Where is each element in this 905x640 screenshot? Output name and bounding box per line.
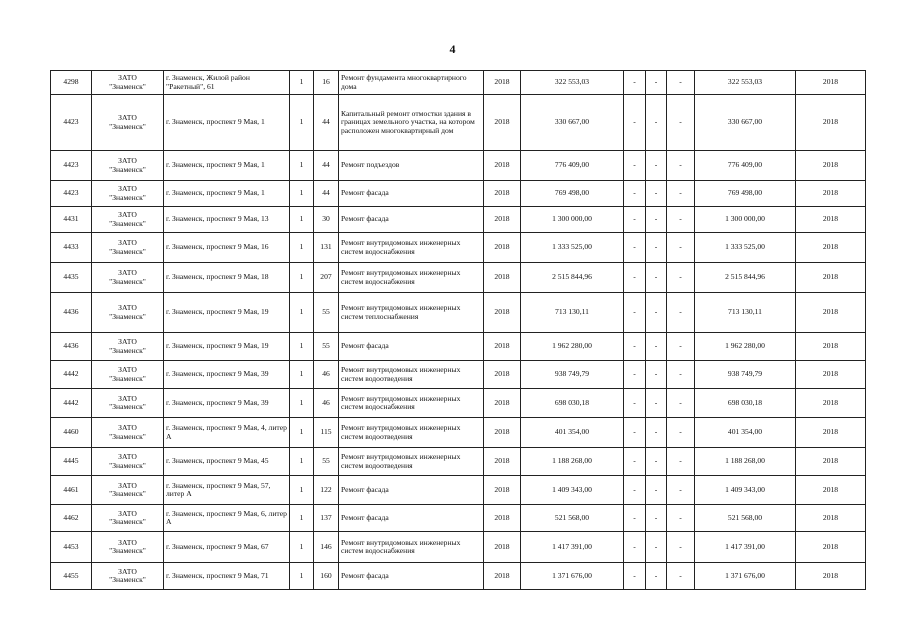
cost-cell: 401 354,00 xyxy=(521,418,624,448)
municipality-cell: ЗАТО "Знаменск" xyxy=(92,361,164,389)
total-cost-cell: 2 515 844,96 xyxy=(695,263,796,293)
dash-cell: - xyxy=(624,532,646,563)
count-cell: 1 xyxy=(290,95,314,151)
completion-year-cell: 2018 xyxy=(796,418,866,448)
completion-year-cell: 2018 xyxy=(796,448,866,476)
dash-cell: - xyxy=(667,151,695,181)
address-cell: г. Знаменск, проспект 9 Мая, 6, литер А xyxy=(164,505,290,532)
table-body xyxy=(51,71,866,590)
apartments-cell: 55 xyxy=(314,333,339,361)
completion-year-cell: 2018 xyxy=(796,207,866,233)
work-type-cell: Ремонт фасада xyxy=(339,333,484,361)
count-cell: 1 xyxy=(290,333,314,361)
row-id-cell: 4453 xyxy=(51,532,92,563)
dash-cell: - xyxy=(646,181,667,207)
work-type-cell: Ремонт внутридомовых инженерных систем водоснабжения xyxy=(339,233,484,263)
row-id-cell: 4442 xyxy=(51,361,92,389)
count-cell: 1 xyxy=(290,361,314,389)
municipality-cell: ЗАТО "Знаменск" xyxy=(92,263,164,293)
count-cell: 1 xyxy=(290,563,314,590)
completion-year-cell: 2018 xyxy=(796,505,866,532)
completion-year-cell: 2018 xyxy=(796,181,866,207)
municipality-cell: ЗАТО "Знаменск" xyxy=(92,293,164,333)
address-cell: г. Знаменск, проспект 9 Мая, 4, литер А xyxy=(164,418,290,448)
dash-cell: - xyxy=(646,532,667,563)
count-cell: 1 xyxy=(290,532,314,563)
municipality-cell: ЗАТО "Знаменск" xyxy=(92,448,164,476)
cost-cell: 1 333 525,00 xyxy=(521,233,624,263)
dash-cell: - xyxy=(667,418,695,448)
address-cell: г. Знаменск, проспект 9 Мая, 1 xyxy=(164,181,290,207)
year-cell: 2018 xyxy=(484,532,521,563)
completion-year-cell: 2018 xyxy=(796,263,866,293)
table-row xyxy=(51,418,866,448)
dash-cell: - xyxy=(624,389,646,418)
count-cell: 1 xyxy=(290,505,314,532)
apartments-cell: 44 xyxy=(314,95,339,151)
row-id-cell: 4462 xyxy=(51,505,92,532)
year-cell: 2018 xyxy=(484,233,521,263)
dash-cell: - xyxy=(646,361,667,389)
cost-cell: 713 130,11 xyxy=(521,293,624,333)
total-cost-cell: 1 333 525,00 xyxy=(695,233,796,263)
table-row xyxy=(51,333,866,361)
row-id-cell: 4436 xyxy=(51,293,92,333)
table-row xyxy=(51,505,866,532)
dash-cell: - xyxy=(646,563,667,590)
apartments-cell: 16 xyxy=(314,71,339,95)
year-cell: 2018 xyxy=(484,181,521,207)
work-type-cell: Ремонт подъездов xyxy=(339,151,484,181)
dash-cell: - xyxy=(646,71,667,95)
count-cell: 1 xyxy=(290,207,314,233)
address-cell: г. Знаменск, проспект 9 Мая, 45 xyxy=(164,448,290,476)
municipality-cell: ЗАТО "Знаменск" xyxy=(92,563,164,590)
table-row xyxy=(51,532,866,563)
address-cell: г. Знаменск, проспект 9 Мая, 39 xyxy=(164,389,290,418)
row-id-cell: 4455 xyxy=(51,563,92,590)
dash-cell: - xyxy=(646,151,667,181)
cost-cell: 698 030,18 xyxy=(521,389,624,418)
row-id-cell: 4460 xyxy=(51,418,92,448)
dash-cell: - xyxy=(624,151,646,181)
address-cell: г. Знаменск, проспект 9 Мая, 71 xyxy=(164,563,290,590)
work-type-cell: Ремонт фундамента многоквартирного дома xyxy=(339,71,484,95)
work-type-cell: Ремонт фасада xyxy=(339,476,484,505)
dash-cell: - xyxy=(667,563,695,590)
completion-year-cell: 2018 xyxy=(796,532,866,563)
year-cell: 2018 xyxy=(484,389,521,418)
table-row xyxy=(51,293,866,333)
year-cell: 2018 xyxy=(484,71,521,95)
work-type-cell: Ремонт фасада xyxy=(339,181,484,207)
year-cell: 2018 xyxy=(484,448,521,476)
year-cell: 2018 xyxy=(484,293,521,333)
dash-cell: - xyxy=(624,233,646,263)
dash-cell: - xyxy=(667,505,695,532)
year-cell: 2018 xyxy=(484,505,521,532)
row-id-cell: 4423 xyxy=(51,95,92,151)
total-cost-cell: 1 417 391,00 xyxy=(695,532,796,563)
dash-cell: - xyxy=(646,505,667,532)
dash-cell: - xyxy=(646,95,667,151)
work-type-cell: Ремонт внутридомовых инженерных систем водоснабжения xyxy=(339,532,484,563)
dash-cell: - xyxy=(667,361,695,389)
dash-cell: - xyxy=(624,95,646,151)
dash-cell: - xyxy=(624,361,646,389)
repair-register-table xyxy=(50,70,866,590)
work-type-cell: Капитальный ремонт отмостки здания в границах земельного участка, на котором расположен многоквартирный дом xyxy=(339,95,484,151)
apartments-cell: 46 xyxy=(314,361,339,389)
total-cost-cell: 1 300 000,00 xyxy=(695,207,796,233)
count-cell: 1 xyxy=(290,476,314,505)
dash-cell: - xyxy=(624,181,646,207)
completion-year-cell: 2018 xyxy=(796,361,866,389)
year-cell: 2018 xyxy=(484,207,521,233)
year-cell: 2018 xyxy=(484,476,521,505)
total-cost-cell: 938 749,79 xyxy=(695,361,796,389)
total-cost-cell: 1 962 280,00 xyxy=(695,333,796,361)
count-cell: 1 xyxy=(290,181,314,207)
table-row xyxy=(51,71,866,95)
year-cell: 2018 xyxy=(484,361,521,389)
cost-cell: 1 409 343,00 xyxy=(521,476,624,505)
dash-cell: - xyxy=(667,448,695,476)
dash-cell: - xyxy=(667,95,695,151)
address-cell: г. Знаменск, проспект 9 Мая, 57, литер А xyxy=(164,476,290,505)
apartments-cell: 30 xyxy=(314,207,339,233)
count-cell: 1 xyxy=(290,448,314,476)
municipality-cell: ЗАТО "Знаменск" xyxy=(92,505,164,532)
address-cell: г. Знаменск, проспект 9 Мая, 39 xyxy=(164,361,290,389)
dash-cell: - xyxy=(646,389,667,418)
table-row xyxy=(51,389,866,418)
completion-year-cell: 2018 xyxy=(796,95,866,151)
municipality-cell: ЗАТО "Знаменск" xyxy=(92,476,164,505)
dash-cell: - xyxy=(624,448,646,476)
cost-cell: 1 962 280,00 xyxy=(521,333,624,361)
apartments-cell: 115 xyxy=(314,418,339,448)
dash-cell: - xyxy=(646,448,667,476)
count-cell: 1 xyxy=(290,151,314,181)
count-cell: 1 xyxy=(290,293,314,333)
apartments-cell: 137 xyxy=(314,505,339,532)
apartments-cell: 122 xyxy=(314,476,339,505)
cost-cell: 776 409,00 xyxy=(521,151,624,181)
dash-cell: - xyxy=(646,476,667,505)
table-row xyxy=(51,207,866,233)
dash-cell: - xyxy=(646,293,667,333)
total-cost-cell: 1 371 676,00 xyxy=(695,563,796,590)
table-row xyxy=(51,361,866,389)
total-cost-cell: 769 498,00 xyxy=(695,181,796,207)
dash-cell: - xyxy=(667,263,695,293)
table-row xyxy=(51,233,866,263)
dash-cell: - xyxy=(667,293,695,333)
total-cost-cell: 322 553,03 xyxy=(695,71,796,95)
address-cell: г. Знаменск, Жилой район "Ракетный", 61 xyxy=(164,71,290,95)
municipality-cell: ЗАТО "Знаменск" xyxy=(92,71,164,95)
dash-cell: - xyxy=(646,233,667,263)
municipality-cell: ЗАТО "Знаменск" xyxy=(92,181,164,207)
count-cell: 1 xyxy=(290,263,314,293)
count-cell: 1 xyxy=(290,389,314,418)
table-row xyxy=(51,263,866,293)
table-row xyxy=(51,563,866,590)
cost-cell: 1 188 268,00 xyxy=(521,448,624,476)
completion-year-cell: 2018 xyxy=(796,293,866,333)
count-cell: 1 xyxy=(290,233,314,263)
dash-cell: - xyxy=(624,563,646,590)
row-id-cell: 4298 xyxy=(51,71,92,95)
row-id-cell: 4423 xyxy=(51,181,92,207)
count-cell: 1 xyxy=(290,71,314,95)
municipality-cell: ЗАТО "Знаменск" xyxy=(92,95,164,151)
municipality-cell: ЗАТО "Знаменск" xyxy=(92,233,164,263)
dash-cell: - xyxy=(624,263,646,293)
municipality-cell: ЗАТО "Знаменск" xyxy=(92,151,164,181)
apartments-cell: 131 xyxy=(314,233,339,263)
apartments-cell: 55 xyxy=(314,293,339,333)
total-cost-cell: 521 568,00 xyxy=(695,505,796,532)
cost-cell: 1 371 676,00 xyxy=(521,563,624,590)
dash-cell: - xyxy=(646,333,667,361)
dash-cell: - xyxy=(624,476,646,505)
address-cell: г. Знаменск, проспект 9 Мая, 16 xyxy=(164,233,290,263)
row-id-cell: 4442 xyxy=(51,389,92,418)
row-id-cell: 4461 xyxy=(51,476,92,505)
work-type-cell: Ремонт фасада xyxy=(339,207,484,233)
address-cell: г. Знаменск, проспект 9 Мая, 19 xyxy=(164,333,290,361)
dash-cell: - xyxy=(667,71,695,95)
year-cell: 2018 xyxy=(484,151,521,181)
table-row xyxy=(51,95,866,151)
completion-year-cell: 2018 xyxy=(796,389,866,418)
municipality-cell: ЗАТО "Знаменск" xyxy=(92,207,164,233)
year-cell: 2018 xyxy=(484,563,521,590)
apartments-cell: 207 xyxy=(314,263,339,293)
address-cell: г. Знаменск, проспект 9 Мая, 18 xyxy=(164,263,290,293)
work-type-cell: Ремонт фасада xyxy=(339,563,484,590)
total-cost-cell: 713 130,11 xyxy=(695,293,796,333)
row-id-cell: 4433 xyxy=(51,233,92,263)
cost-cell: 521 568,00 xyxy=(521,505,624,532)
work-type-cell: Ремонт внутридомовых инженерных систем водоотведения xyxy=(339,361,484,389)
cost-cell: 1 300 000,00 xyxy=(521,207,624,233)
dash-cell: - xyxy=(624,293,646,333)
work-type-cell: Ремонт внутридомовых инженерных систем водоснабжения xyxy=(339,389,484,418)
total-cost-cell: 401 354,00 xyxy=(695,418,796,448)
cost-cell: 2 515 844,96 xyxy=(521,263,624,293)
completion-year-cell: 2018 xyxy=(796,476,866,505)
work-type-cell: Ремонт внутридомовых инженерных систем теплоснабжения xyxy=(339,293,484,333)
address-cell: г. Знаменск, проспект 9 Мая, 13 xyxy=(164,207,290,233)
dash-cell: - xyxy=(624,418,646,448)
dash-cell: - xyxy=(646,418,667,448)
completion-year-cell: 2018 xyxy=(796,333,866,361)
completion-year-cell: 2018 xyxy=(796,233,866,263)
row-id-cell: 4431 xyxy=(51,207,92,233)
table-row xyxy=(51,448,866,476)
dash-cell: - xyxy=(624,333,646,361)
table-row xyxy=(51,476,866,505)
work-type-cell: Ремонт внутридомовых инженерных систем водоотведения xyxy=(339,448,484,476)
dash-cell: - xyxy=(646,207,667,233)
dash-cell: - xyxy=(667,333,695,361)
total-cost-cell: 1 188 268,00 xyxy=(695,448,796,476)
row-id-cell: 4445 xyxy=(51,448,92,476)
apartments-cell: 55 xyxy=(314,448,339,476)
dash-cell: - xyxy=(646,263,667,293)
dash-cell: - xyxy=(667,532,695,563)
apartments-cell: 160 xyxy=(314,563,339,590)
cost-cell: 330 667,00 xyxy=(521,95,624,151)
municipality-cell: ЗАТО "Знаменск" xyxy=(92,418,164,448)
work-type-cell: Ремонт фасада xyxy=(339,505,484,532)
municipality-cell: ЗАТО "Знаменск" xyxy=(92,389,164,418)
total-cost-cell: 776 409,00 xyxy=(695,151,796,181)
address-cell: г. Знаменск, проспект 9 Мая, 1 xyxy=(164,151,290,181)
cost-cell: 769 498,00 xyxy=(521,181,624,207)
work-type-cell: Ремонт внутридомовых инженерных систем водоотведения xyxy=(339,418,484,448)
table-row xyxy=(51,181,866,207)
page-number: 4 xyxy=(449,42,456,56)
total-cost-cell: 1 409 343,00 xyxy=(695,476,796,505)
dash-cell: - xyxy=(624,207,646,233)
year-cell: 2018 xyxy=(484,95,521,151)
apartments-cell: 44 xyxy=(314,181,339,207)
completion-year-cell: 2018 xyxy=(796,563,866,590)
year-cell: 2018 xyxy=(484,333,521,361)
cost-cell: 322 553,03 xyxy=(521,71,624,95)
apartments-cell: 46 xyxy=(314,389,339,418)
year-cell: 2018 xyxy=(484,418,521,448)
count-cell: 1 xyxy=(290,418,314,448)
dash-cell: - xyxy=(624,71,646,95)
row-id-cell: 4436 xyxy=(51,333,92,361)
dash-cell: - xyxy=(624,505,646,532)
row-id-cell: 4435 xyxy=(51,263,92,293)
dash-cell: - xyxy=(667,207,695,233)
address-cell: г. Знаменск, проспект 9 Мая, 19 xyxy=(164,293,290,333)
dash-cell: - xyxy=(667,233,695,263)
dash-cell: - xyxy=(667,181,695,207)
municipality-cell: ЗАТО "Знаменск" xyxy=(92,532,164,563)
completion-year-cell: 2018 xyxy=(796,151,866,181)
dash-cell: - xyxy=(667,476,695,505)
total-cost-cell: 330 667,00 xyxy=(695,95,796,151)
cost-cell: 938 749,79 xyxy=(521,361,624,389)
table-row xyxy=(51,151,866,181)
address-cell: г. Знаменск, проспект 9 Мая, 1 xyxy=(164,95,290,151)
municipality-cell: ЗАТО "Знаменск" xyxy=(92,333,164,361)
dash-cell: - xyxy=(667,389,695,418)
address-cell: г. Знаменск, проспект 9 Мая, 67 xyxy=(164,532,290,563)
row-id-cell: 4423 xyxy=(51,151,92,181)
year-cell: 2018 xyxy=(484,263,521,293)
cost-cell: 1 417 391,00 xyxy=(521,532,624,563)
apartments-cell: 146 xyxy=(314,532,339,563)
completion-year-cell: 2018 xyxy=(796,71,866,95)
total-cost-cell: 698 030,18 xyxy=(695,389,796,418)
work-type-cell: Ремонт внутридомовых инженерных систем водоснабжения xyxy=(339,263,484,293)
apartments-cell: 44 xyxy=(314,151,339,181)
